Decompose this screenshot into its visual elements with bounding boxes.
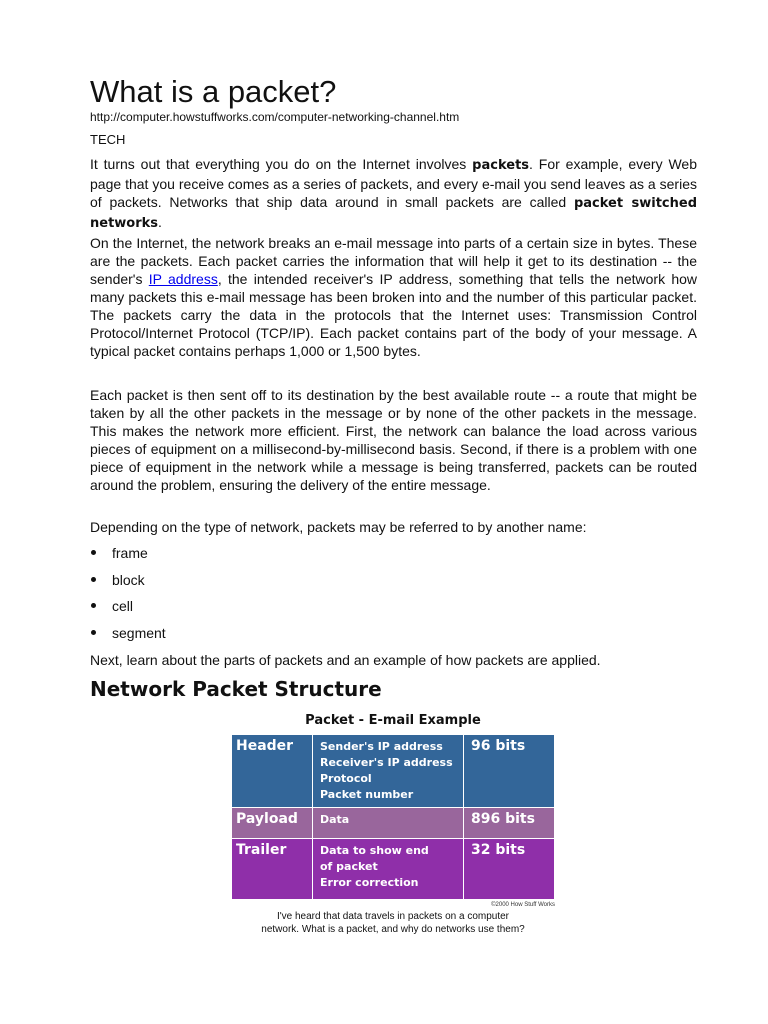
- caption-line: network. What is a packet, and why do networks use them?: [261, 924, 525, 935]
- paragraph-intro-text-c: . For example, every Web page that you receive comes as a series of packets, and every e-mail you send leaves as a series of packets. Networks that ship data around in small packets are called: [90, 156, 697, 210]
- paragraph-intro-text-d: .: [158, 214, 162, 230]
- row-content-line: of packet: [320, 860, 378, 873]
- row-contents-cell: [313, 808, 464, 839]
- row-content-line: Data to show end: [320, 844, 429, 857]
- row-name-cell: Header: [232, 735, 313, 808]
- caption-line: I've heard that data travels in packets on a computer: [276, 911, 510, 922]
- list-item: frame: [90, 545, 166, 572]
- ip-address-link[interactable]: IP address: [148, 271, 218, 287]
- row-size-cell: 896 bits: [464, 808, 555, 839]
- row-size-cell: 32 bits: [464, 839, 555, 900]
- row-contents-cell: [313, 839, 464, 900]
- paragraph-network-breakdown-text-a: On the Internet, the network breaks an e-mail message into parts of a certain size in bytes. These are the packets. Each packet carries the information that will help it get to its destination -- the sender's: [90, 235, 697, 287]
- row-size-cell: 96 bits: [464, 735, 555, 808]
- figure-title: Packet - E-mail Example: [305, 713, 481, 728]
- paragraph-next: Next, learn about the parts of packets and an example of how packets are applied.: [90, 652, 601, 668]
- table-row: [232, 808, 555, 839]
- packet-structure-figure: [231, 711, 555, 936]
- paragraph-network-breakdown-text-b: , the intended receiver's IP address, something that tells the network how many packets this e-mail message has been broken into and the number of this particular packet. The packets carry the data in the protocols that the Internet uses: Transmission Control Protocol/Internet Protocol (TCP/IP). Each packet contains part of the body of your message. A typical packet contains perhaps 1,000 or 1,500 bytes.: [90, 271, 698, 359]
- row-name-cell: Trailer: [232, 839, 313, 900]
- row-content-line: Sender's IP address: [320, 740, 443, 753]
- list-item: block: [90, 572, 166, 599]
- figure-copyright: ©2000 How Stuff Works: [491, 902, 555, 908]
- category-tag: TECH: [90, 132, 126, 147]
- term-packets: packets: [472, 158, 530, 173]
- row-content-line: Protocol: [320, 772, 372, 785]
- row-content-line: Data: [320, 813, 350, 826]
- paragraph-intro-text-a: It turns out that everything you do on the Internet involves: [90, 156, 473, 172]
- packet-table: [231, 734, 555, 900]
- packet-names-list: [90, 545, 166, 651]
- table-row: [232, 839, 555, 900]
- paragraph-routing: Each packet is then sent off to its destination by the best available route -- a route that might be taken by all the other packets in the message or by none of the other packets in the message. This makes the network more efficient. First, the network can balance the load across various pieces of equipment on a millisecond-by-millisecond basis. Second, if there is a problem with one piece of equipment in the network while a message is being transferred, packets can be routed around the problem, ensuring the delivery of the entire message.: [90, 387, 697, 493]
- paragraph-network-breakdown: [90, 234, 697, 360]
- source-url: http://computer.howstuffworks.com/computer-networking-channel.htm: [90, 110, 460, 124]
- row-content-line: Receiver's IP address: [320, 756, 453, 769]
- row-content-line: Packet number: [320, 788, 414, 801]
- term-packet-switched-networks: packet switched networks: [90, 196, 697, 231]
- paragraph-intro: [90, 155, 697, 233]
- list-item: cell: [90, 598, 166, 625]
- paragraph-other-names: Depending on the type of network, packets may be referred to by another name:: [90, 519, 587, 535]
- row-contents-cell: [313, 735, 464, 808]
- list-item: segment: [90, 625, 166, 652]
- table-row: [232, 735, 555, 808]
- row-content-line: Error correction: [320, 876, 419, 889]
- section-heading: Network Packet Structure: [90, 677, 382, 701]
- page-title: What is a packet?: [90, 74, 337, 109]
- row-name-cell: Payload: [232, 808, 313, 839]
- figure-caption: [231, 910, 555, 936]
